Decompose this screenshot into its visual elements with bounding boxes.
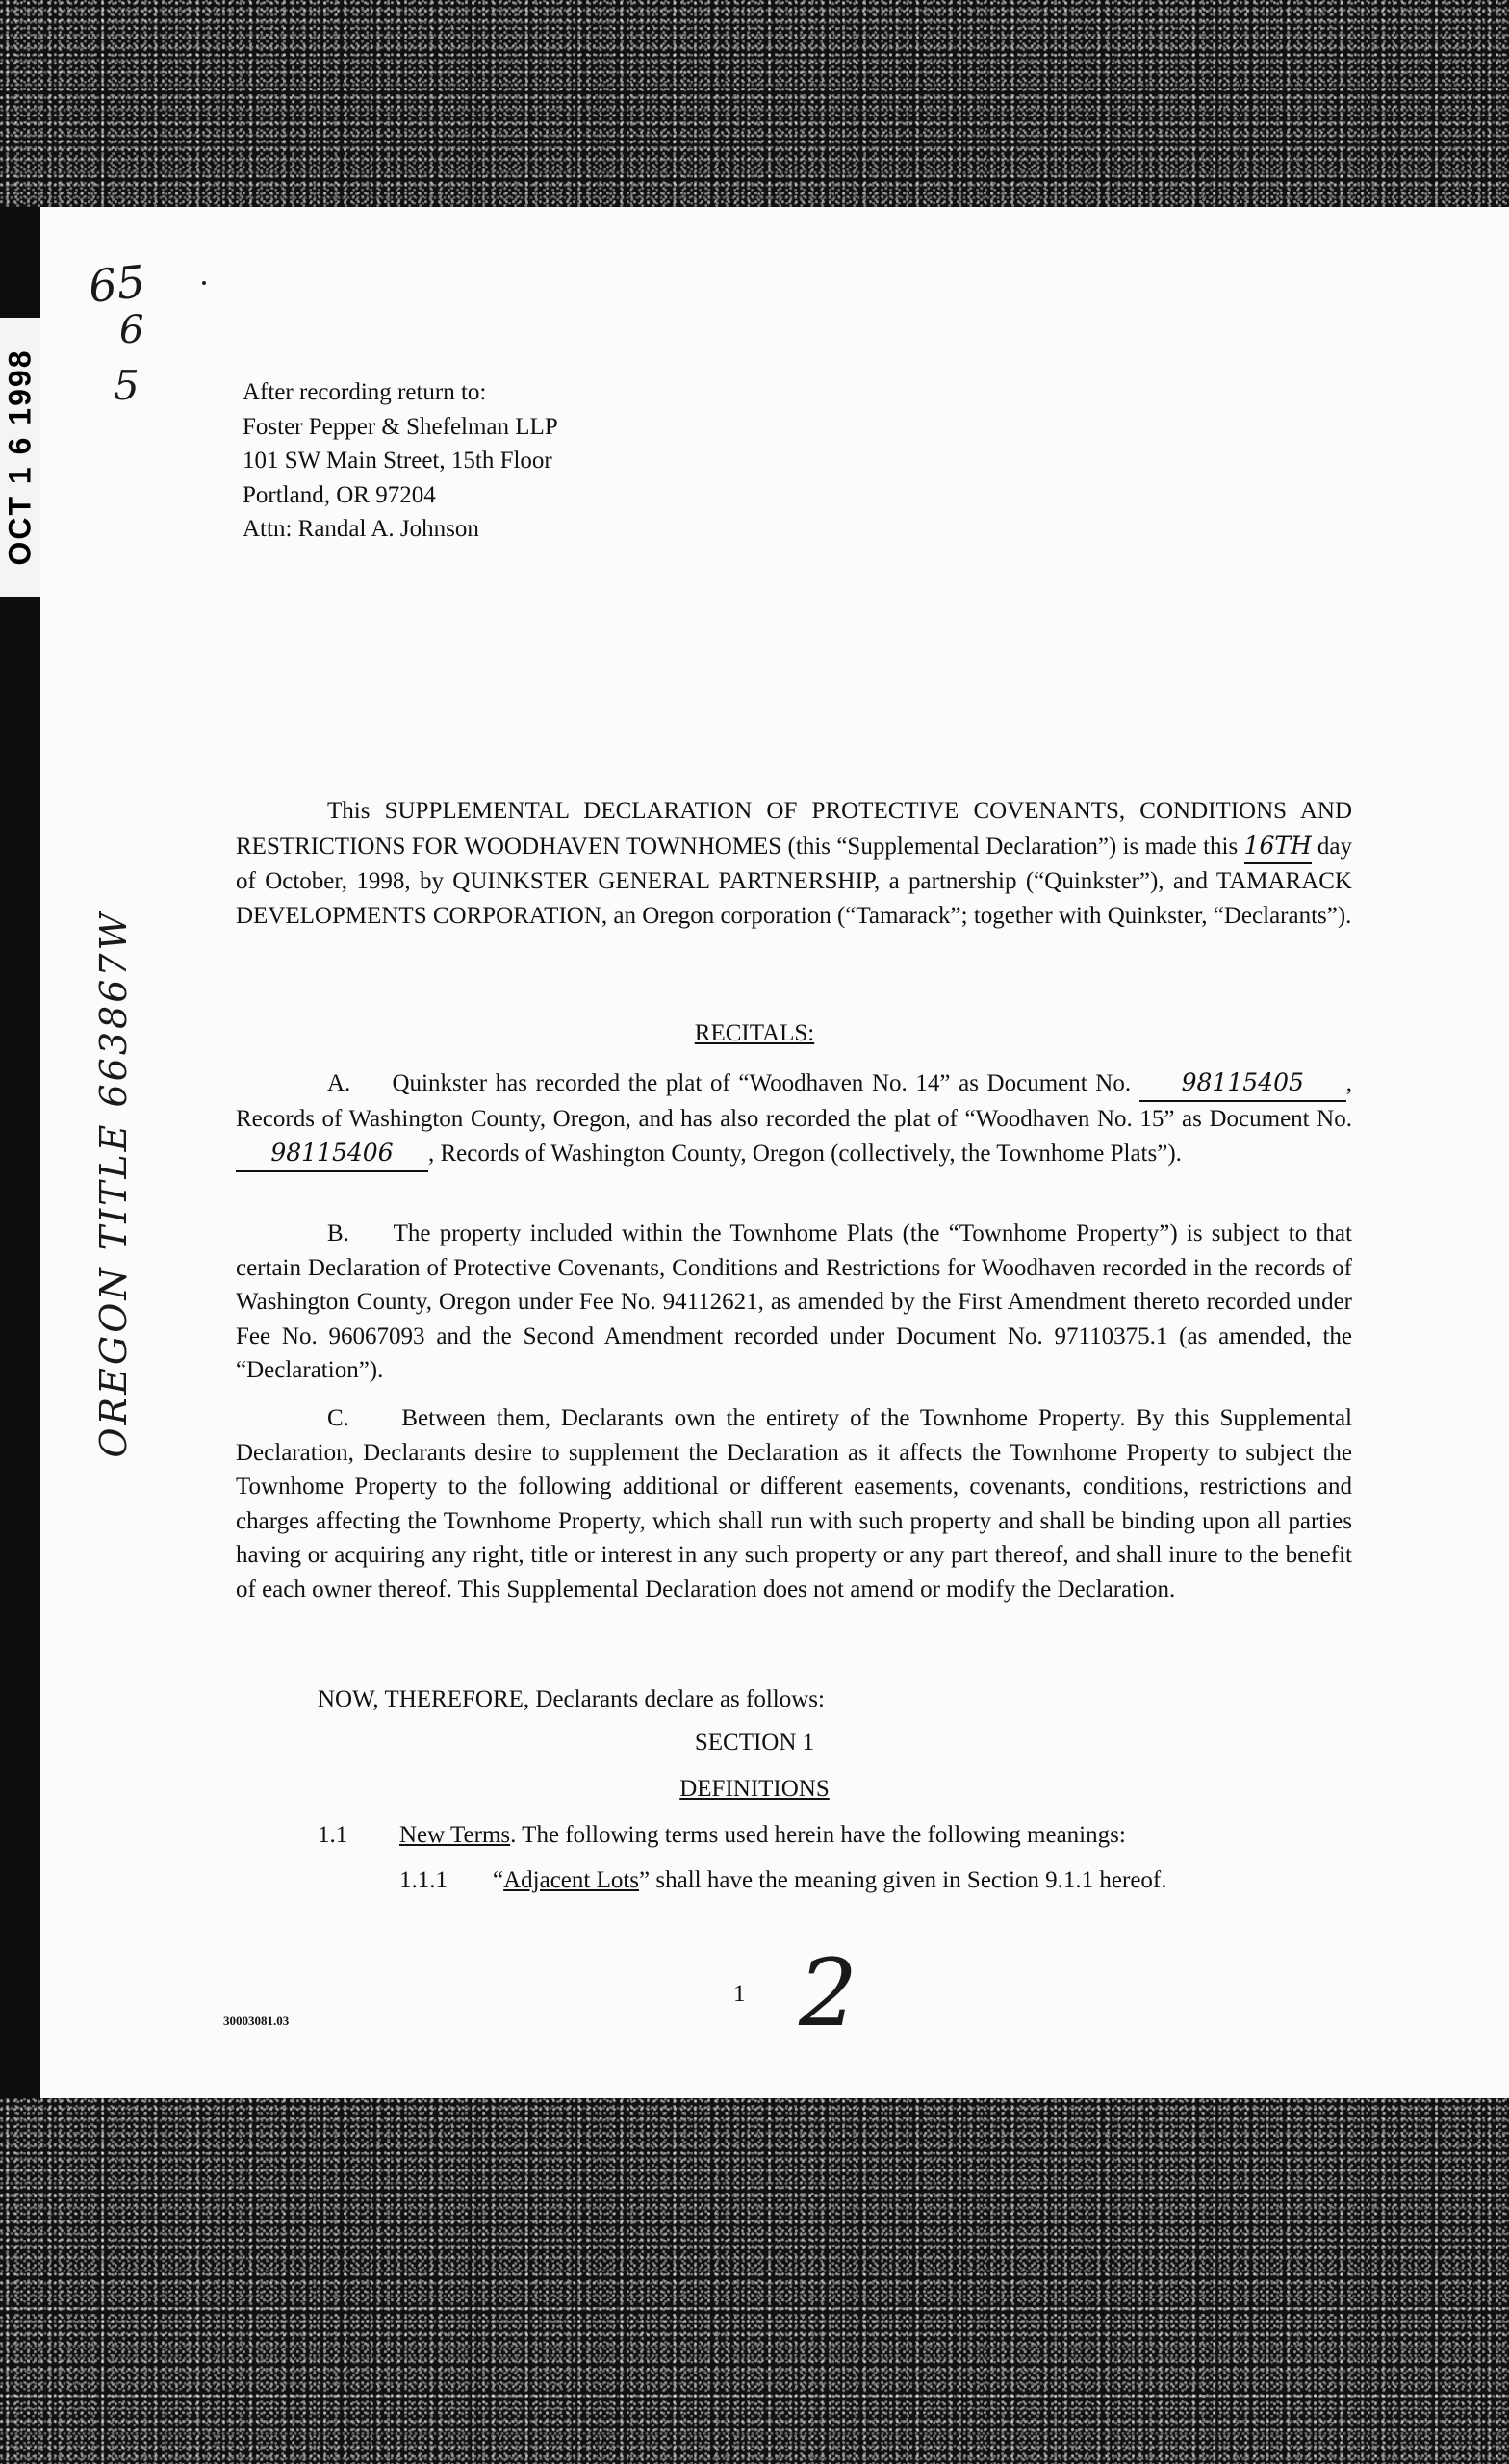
handwritten-number-top: 65 <box>86 255 148 313</box>
now-therefore-line: NOW, THEREFORE, Declarants declare as follows: <box>318 1686 825 1712</box>
scanner-border-top <box>0 0 1509 207</box>
address-line: Foster Pepper & Shefelman LLP <box>243 413 558 440</box>
recitals-heading: RECITALS: <box>694 1020 815 1046</box>
handwritten-document-number: 98115405 <box>1139 1065 1346 1102</box>
handwritten-page-mark: 2 <box>799 1939 858 2047</box>
recital-a: A. Quinkster has recorded the plat of “Woodhaven No. 14” as Document No. 98115405 , Records of Washington County, Oregon, and has also recorded the plat of “Woodhaven No. 15” as Document No. 98115406 , Records of Washington County, Oregon (collectively, the Townhome Plats”). <box>236 1065 1352 1172</box>
definition-1-1-1: 1.1.1 “Adjacent Lots” shall have the meaning given in Section 9.1.1 hereof. <box>399 1867 1167 1893</box>
handwritten-side-note: OREGON TITLE 663867W <box>92 910 135 1458</box>
address-line: Attn: Randal A. Johnson <box>243 516 479 542</box>
recital-c: C. Between them, Declarants own the entirety of the Townhome Property. By this Supplemental Declaration, Declarants desire to supplement the Declaration as it affects the Townhome Property to subject the Townhome Property to the following additional or different easements, covenants, conditions, restrictions and charges affecting the Townhome Property, which shall run with such property and shall be binding upon all parties having or acquiring any right, title or interest in any such property or any part thereof, and shall inure to the benefit of each owner thereof. This Supplemental Declaration does not amend or modify the Declaration. <box>236 1405 1353 1603</box>
definition-1-1: 1.1 New Terms. The following terms used herein have the following meanings: <box>318 1822 1126 1848</box>
recording-date-stamp: OCT 1 6 1998 <box>0 318 40 597</box>
page-number: 1 <box>733 1981 746 2007</box>
ink-dot <box>202 281 206 285</box>
section-heading: SECTION 1 <box>694 1730 815 1756</box>
return-address-block <box>243 375 558 547</box>
scanner-border-bottom <box>0 2098 1509 2464</box>
definitions-heading: DEFINITIONS <box>679 1776 830 1802</box>
handwritten-day: 16TH <box>1244 829 1312 865</box>
handwritten-document-number: 98115406 <box>236 1136 428 1172</box>
handwritten-number-mid: 6 <box>119 308 144 352</box>
intro-paragraph: This SUPPLEMENTAL DECLARATION OF PROTECTIVE COVENANTS, CONDITIONS AND RESTRICTIONS FOR WOODHAVEN TOWNHOMES (this “Supplemental Declaration”) is made this 16TH day of October, 1998, by QUINKSTER GENERAL PARTNERSHIP, a partnership (“Quinkster”), and TAMARACK DEVELOPMENTS CORPORATION, an Oregon corporation (“Tamarack”; together with Quinkster, “Declarants”). <box>236 798 1353 929</box>
address-line: Portland, OR 97204 <box>243 481 436 508</box>
recital-b: B. The property included within the Townhome Plats (the “Townhome Property”) is subject to that certain Declaration of Protective Covenants, Conditions and Restrictions for Woodhaven recorded in the records of Washington County, Oregon under Fee No. 94112621, as amended by the First Amendment thereto recorded under Fee No. 96067093 and the Second Amendment recorded under Document No. 97110375.1 (as amended, the “Declaration”). <box>236 1220 1352 1383</box>
address-line: After recording return to: <box>243 379 487 405</box>
address-line: 101 SW Main Street, 15th Floor <box>243 448 552 474</box>
document-code: 30003081.03 <box>223 2014 290 2028</box>
handwritten-number-bottom: 5 <box>114 362 140 409</box>
